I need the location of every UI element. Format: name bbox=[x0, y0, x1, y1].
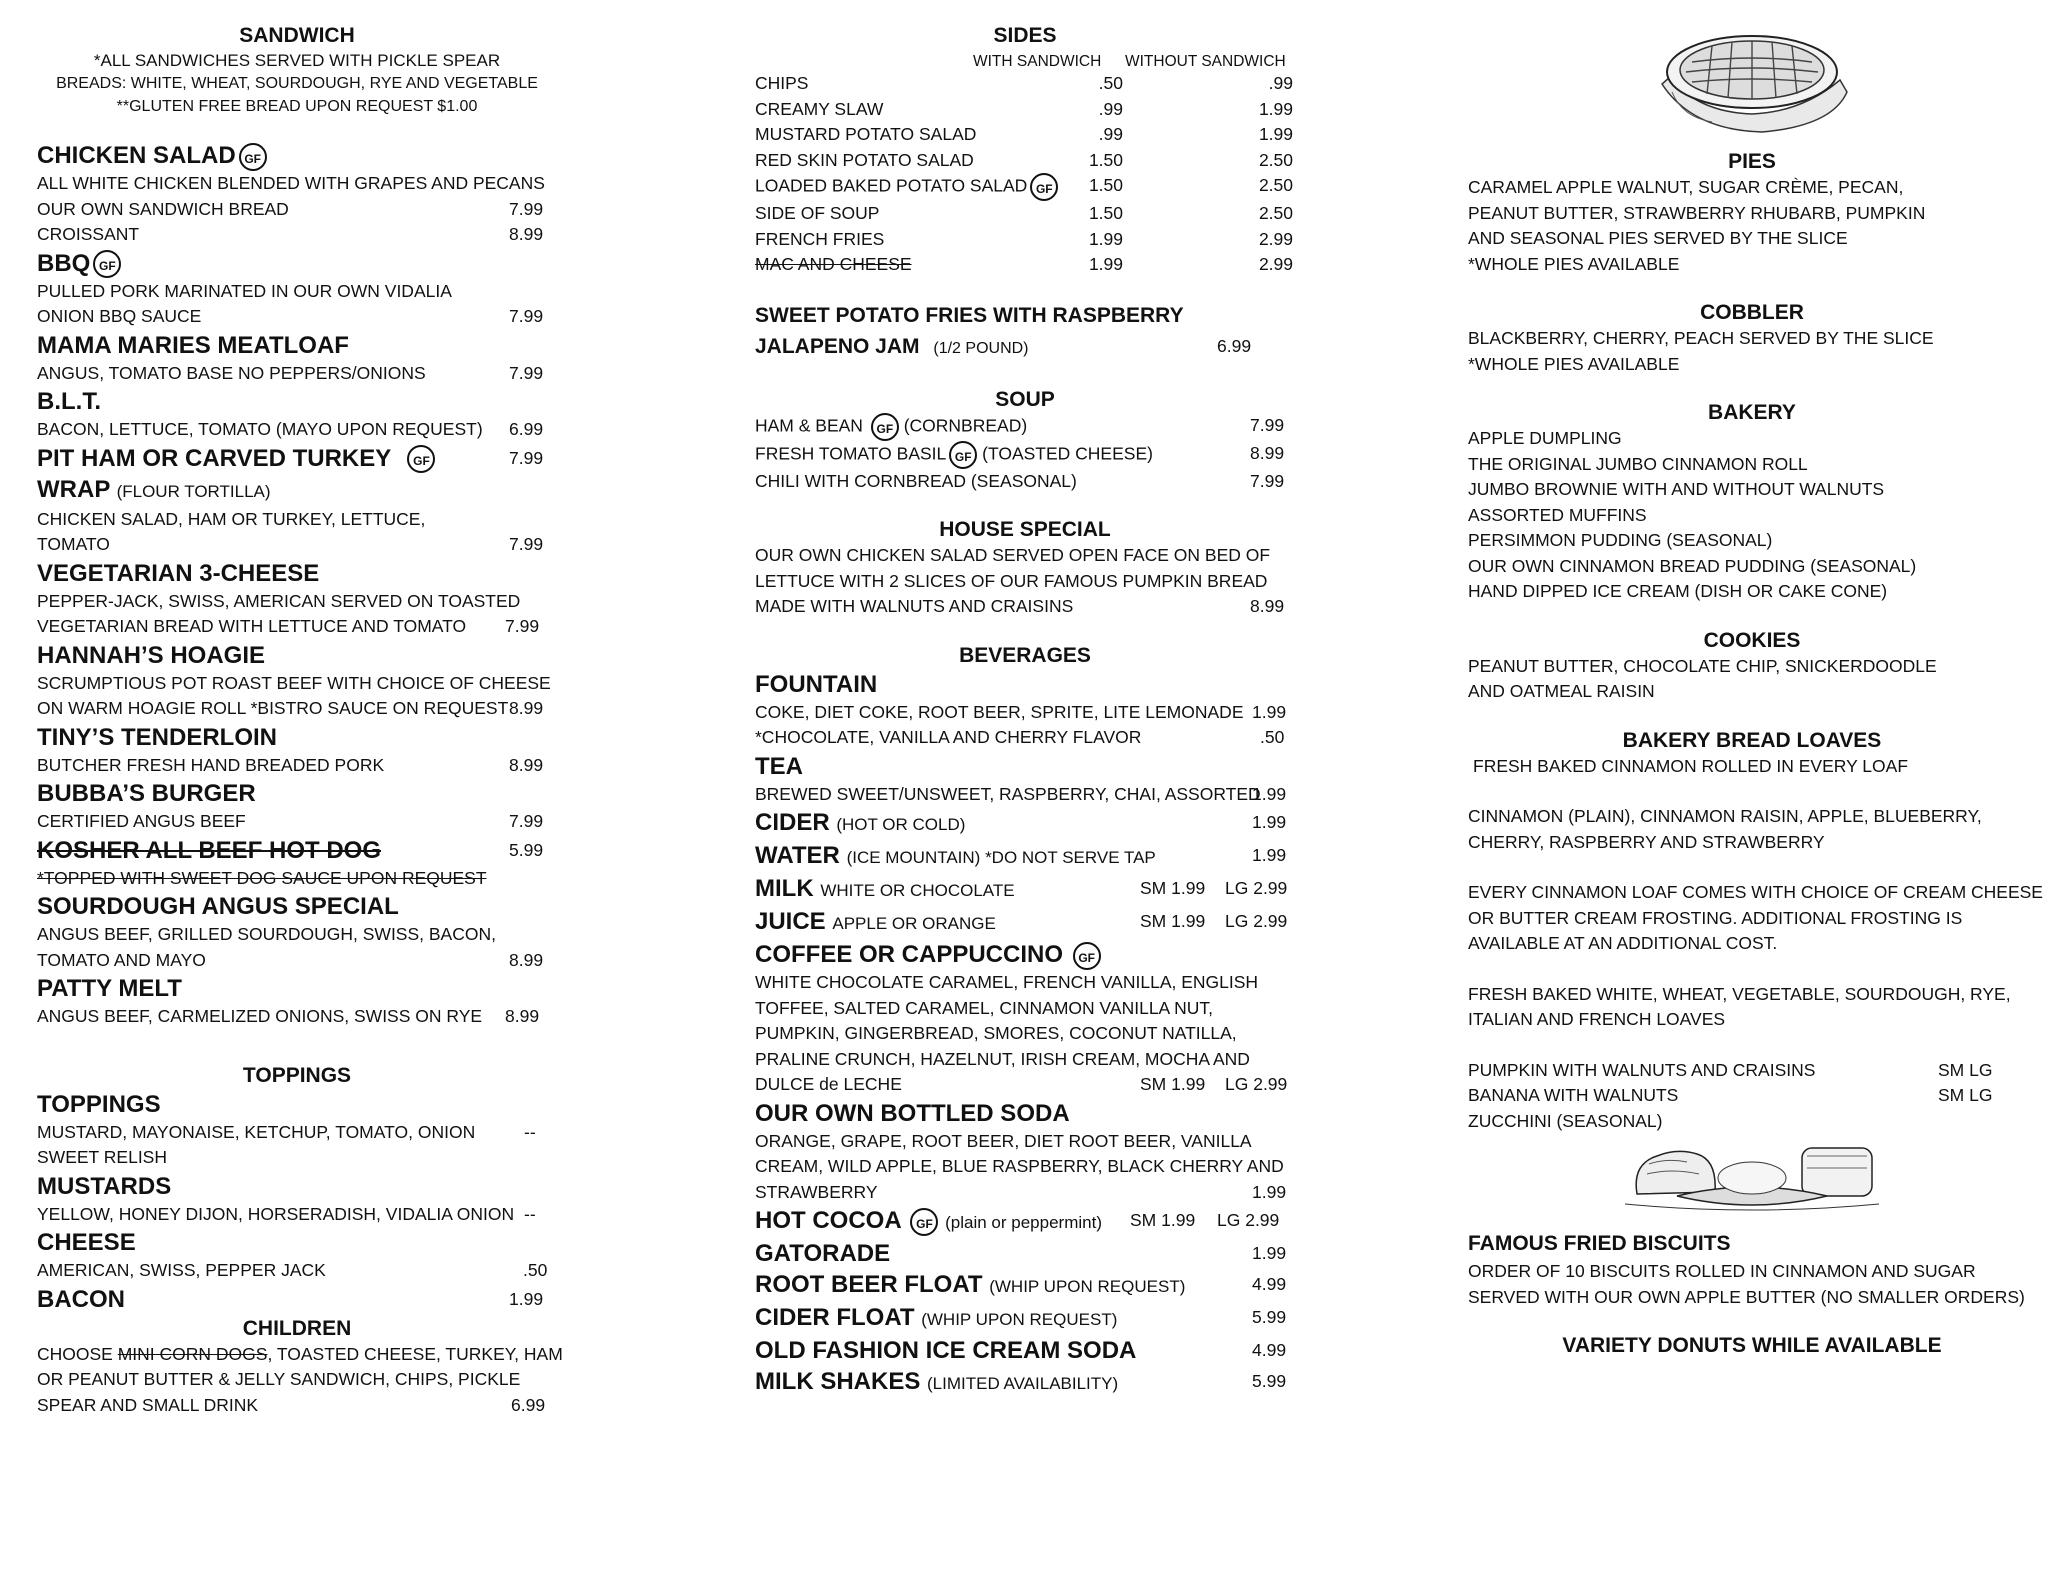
price: SM LG bbox=[1938, 1059, 1993, 1080]
price: 7.99 bbox=[509, 447, 544, 468]
bakery-item: JUMBO BROWNIE WITH AND WITHOUT WALNUTS bbox=[1468, 479, 1885, 499]
price-without-sandwich: 2.50 bbox=[1258, 149, 1293, 170]
hotdog-desc: *TOPPED WITH SWEET DOG SAUCE UPON REQUEST bbox=[37, 867, 487, 888]
cookies-heading: COOKIES bbox=[1703, 628, 1801, 652]
bread-loaves-desc: CINNAMON (PLAIN), CINNAMON RAISIN, APPLE, BLUEBERRY, bbox=[1468, 806, 1982, 826]
gluten-free-badge: GF bbox=[1030, 173, 1058, 201]
side-row bbox=[755, 201, 1295, 227]
side-row bbox=[755, 122, 1295, 148]
cookies-desc: AND OATMEAL RAISIN bbox=[1468, 681, 1655, 701]
price: 1.99 bbox=[1252, 845, 1287, 865]
price: 1.99 bbox=[1252, 1181, 1287, 1202]
water-name: WATER (ICE MOUNTAIN) *DO NOT SERVE TAP 1.99 bbox=[755, 842, 1287, 869]
milk-shakes-name: MILK SHAKES (LIMITED AVAILABILITY) 5.99 bbox=[755, 1368, 1287, 1395]
price: LG 2.99 bbox=[1225, 878, 1288, 898]
bread-loaf-item: ZUCCHINI (SEASONAL) bbox=[1468, 1110, 1663, 1131]
side-row bbox=[755, 97, 1295, 123]
blt-desc: BACON, LETTUCE, TOMATO (MAYO UPON REQUEST) 6.99 bbox=[37, 417, 557, 443]
pies-desc: PEANUT BUTTER, STRAWBERRY RHUBARB, PUMPKIN bbox=[1468, 202, 1926, 223]
coffee-desc: TOFFEE, SALTED CARAMEL, CINNAMON VANILLA NUT, bbox=[755, 997, 1214, 1018]
gluten-free-badge: GF bbox=[239, 143, 267, 171]
soup-item: FRESH TOMATO BASIL GF (TOASTED CHEESE) 8.99 bbox=[755, 441, 1295, 469]
bbq-desc: ONION BBQ SAUCE 7.99 bbox=[37, 304, 557, 330]
chicken-salad-name: CHICKEN SALAD GF bbox=[37, 140, 557, 171]
side-row bbox=[755, 227, 1295, 253]
chicken-salad-option: CROISSANT 8.99 bbox=[37, 222, 557, 248]
price: 7.99 bbox=[509, 362, 544, 383]
side-name: CHIPS bbox=[755, 73, 809, 93]
bread-loaf-item: BANANA WITH WALNUTS SM LG bbox=[1468, 1083, 2036, 1109]
bakery-item: OUR OWN CINNAMON BREAD PUDDING (SEASONAL) bbox=[1468, 555, 1917, 576]
bakery-item: ASSORTED MUFFINS bbox=[1468, 504, 1647, 525]
bakery-item: PERSIMMON PUDDING (SEASONAL) bbox=[1468, 530, 1773, 550]
coffee-name: COFFEE OR CAPPUCCINO GF bbox=[755, 939, 1295, 970]
house-special-heading: HOUSE SPECIAL bbox=[939, 518, 1111, 541]
vegetarian-desc: PEPPER-JACK, SWISS, AMERICAN SERVED ON TOASTED bbox=[37, 590, 521, 611]
children-heading: CHILDREN bbox=[242, 1316, 352, 1340]
coffee-desc: DULCE de LECHE SM 1.99 LG 2.99 bbox=[755, 1072, 1295, 1098]
bread-loaves-desc: FRESH BAKED WHITE, WHEAT, VEGETABLE, SOURDOUGH, RYE, bbox=[1468, 983, 2011, 1004]
fountain-desc: *CHOCOLATE, VANILLA AND CHERRY FLAVOR .50 bbox=[755, 725, 1295, 751]
price: .50 bbox=[523, 1260, 548, 1280]
toppings-name: TOPPINGS bbox=[37, 1090, 161, 1118]
price: 7.99 bbox=[509, 811, 544, 831]
gluten-free-badge: GF bbox=[407, 445, 435, 473]
side-row bbox=[755, 148, 1295, 174]
price: 7.99 bbox=[1250, 470, 1285, 491]
side-name: MUSTARD POTATO SALAD bbox=[755, 124, 977, 144]
sweet-potato-name: JALAPENO JAM (1/2 POUND) 6.99 bbox=[755, 331, 1295, 364]
sweet-potato-name: SWEET POTATO FRIES WITH RASPBERRY bbox=[755, 303, 1184, 327]
price-with-sandwich: 1.99 bbox=[1088, 228, 1123, 249]
price: -- bbox=[524, 1121, 536, 1142]
sides-beverages-column bbox=[755, 22, 1295, 1399]
juice-name: JUICE APPLE OR ORANGE SM 1.99 LG 2.99 bbox=[755, 908, 1288, 935]
price: SM 1.99 bbox=[1140, 911, 1206, 931]
bakery-item: THE ORIGINAL JUMBO CINNAMON ROLL bbox=[1468, 453, 1808, 474]
fountain-desc: COKE, DIET COKE, ROOT BEER, SPRITE, LITE LEMONADE 1.99 bbox=[755, 700, 1295, 726]
fried-biscuits-desc: SERVED WITH OUR OWN APPLE BUTTER (NO SMALLER ORDERS) bbox=[1468, 1286, 2025, 1307]
bottled-soda-desc: STRAWBERRY 1.99 bbox=[755, 1180, 1295, 1206]
tenderloin-desc: BUTCHER FRESH HAND BREADED PORK 8.99 bbox=[37, 753, 557, 779]
pit-ham-name: PIT HAM OR CARVED TURKEY GF 7.99 bbox=[37, 444, 544, 472]
bread-loaves-desc: EVERY CINNAMON LOAF COMES WITH CHOICE OF CREAM CHEESE bbox=[1468, 882, 2043, 902]
fountain-name: FOUNTAIN bbox=[755, 670, 878, 698]
cobbler-desc: BLACKBERRY, CHERRY, PEACH SERVED BY THE SLICE bbox=[1468, 328, 1934, 348]
price: 5.99 bbox=[509, 839, 544, 860]
price-without-sandwich: 2.99 bbox=[1258, 228, 1293, 249]
chicken-salad-desc: ALL WHITE CHICKEN BLENDED WITH GRAPES AND PECANS bbox=[37, 173, 545, 193]
price: 7.99 bbox=[505, 616, 540, 636]
milk-name: MILK WHITE OR CHOCOLATE SM 1.99 LG 2.99 bbox=[755, 875, 1288, 902]
bread-loaves-desc: CHERRY, RASPBERRY AND STRAWBERRY bbox=[1468, 831, 1825, 852]
donuts-heading: VARIETY DONUTS WHILE AVAILABLE bbox=[1562, 1334, 1942, 1357]
bread-loaves-desc: AVAILABLE AT AN ADDITIONAL COST. bbox=[1468, 933, 1778, 953]
children-desc: SPEAR AND SMALL DRINK 6.99 bbox=[37, 1393, 557, 1419]
soup-item: HAM & BEAN GF (CORNBREAD) 7.99 bbox=[755, 413, 1295, 441]
vegetarian-name: VEGETARIAN 3-CHEESE bbox=[37, 559, 320, 587]
price-without-sandwich: 2.50 bbox=[1258, 203, 1293, 223]
price: 5.99 bbox=[1252, 1371, 1287, 1391]
price-with-sandwich: .99 bbox=[1098, 124, 1123, 144]
tenderloin-name: TINY’S TENDERLOIN bbox=[37, 723, 278, 751]
bbq-name: BBQ GF bbox=[37, 248, 557, 279]
hotdog-name: KOSHER ALL BEEF HOT DOG 5.99 bbox=[37, 836, 544, 864]
sides-heading: SIDES bbox=[993, 24, 1057, 47]
price-with-sandwich: 1.50 bbox=[1088, 175, 1123, 195]
side-name: RED SKIN POTATO SALAD bbox=[755, 149, 974, 170]
sourdough-desc: ANGUS BEEF, GRILLED SOURDOUGH, SWISS, BACON, bbox=[37, 924, 496, 944]
bread-illustration bbox=[1617, 1134, 1887, 1216]
price: SM LG bbox=[1938, 1085, 1993, 1105]
side-name: SIDE OF SOUP bbox=[755, 203, 880, 223]
price: 8.99 bbox=[1250, 442, 1285, 463]
pies-desc: AND SEASONAL PIES SERVED BY THE SLICE bbox=[1468, 228, 1848, 248]
price: 4.99 bbox=[1252, 1340, 1287, 1360]
side-name: CREAMY SLAW bbox=[755, 98, 884, 119]
chicken-salad-option: OUR OWN SANDWICH BREAD 7.99 bbox=[37, 197, 557, 223]
gluten-free-badge: GF bbox=[93, 250, 121, 278]
price: SM 1.99 bbox=[1140, 1074, 1206, 1094]
sourdough-desc: TOMATO AND MAYO 8.99 bbox=[37, 948, 557, 974]
gluten-free-badge: GF bbox=[1073, 942, 1101, 970]
tea-desc: BREWED SWEET/UNSWEET, RASPBERRY, CHAI, ASSORTED 1.99 bbox=[755, 782, 1295, 808]
sourdough-name: SOURDOUGH ANGUS SPECIAL bbox=[37, 893, 399, 920]
bread-loaves-desc: OR BUTTER CREAM FROSTING. ADDITIONAL FROSTING IS bbox=[1468, 907, 1963, 928]
price: SM 1.99 bbox=[1140, 878, 1206, 898]
bakery-heading: BAKERY bbox=[1708, 401, 1796, 424]
patty-melt-desc: ANGUS BEEF, CARMELIZED ONIONS, SWISS ON RYE 8.99 bbox=[37, 1004, 557, 1030]
bacon-name: BACON 1.99 bbox=[37, 1285, 544, 1313]
bakery-item: APPLE DUMPLING bbox=[1468, 428, 1622, 448]
price: 8.99 bbox=[509, 754, 544, 775]
cheese-name: CHEESE bbox=[37, 1229, 136, 1256]
cider-name: CIDER (HOT OR COLD) 1.99 bbox=[755, 809, 1287, 836]
with-sandwich-header: WITH SANDWICH bbox=[973, 53, 1102, 70]
price-without-sandwich: 1.99 bbox=[1258, 124, 1293, 144]
hot-cocoa-name: HOT COCOA GF (plain or peppermint) SM 1.99 LG 2.99 bbox=[755, 1207, 1280, 1234]
bottled-soda-name: OUR OWN BOTTLED SODA bbox=[755, 1099, 1070, 1127]
beverages-heading: BEVERAGES bbox=[959, 643, 1091, 667]
bread-loaves-heading: BAKERY BREAD LOAVES bbox=[1622, 728, 1882, 752]
side-row bbox=[755, 71, 1295, 97]
hoagie-name: HANNAH’S HOAGIE bbox=[37, 641, 266, 669]
price: 8.99 bbox=[505, 1006, 540, 1026]
price-without-sandwich: 1.99 bbox=[1258, 98, 1293, 119]
root-beer-float-name: ROOT BEER FLOAT (WHIP UPON REQUEST) 4.99 bbox=[755, 1271, 1287, 1298]
without-sandwich-header: WITHOUT SANDWICH bbox=[1125, 53, 1286, 70]
hoagie-desc: SCRUMPTIOUS POT ROAST BEEF WITH CHOICE OF CHEESE bbox=[37, 672, 551, 693]
price: 6.99 bbox=[1217, 335, 1252, 356]
cobbler-desc: *WHOLE PIES AVAILABLE bbox=[1468, 353, 1680, 374]
cider-float-name: CIDER FLOAT (WHIP UPON REQUEST) 5.99 bbox=[755, 1304, 1287, 1331]
bottled-soda-desc: ORANGE, GRAPE, ROOT BEER, DIET ROOT BEER, VANILLA bbox=[755, 1130, 1252, 1151]
price: LG 2.99 bbox=[1225, 1074, 1288, 1094]
coffee-desc: PUMPKIN, GINGERBREAD, SMORES, COCONUT NATILLA, bbox=[755, 1023, 1237, 1043]
side-name: FRENCH FRIES bbox=[755, 228, 885, 249]
price-without-sandwich: 2.50 bbox=[1258, 175, 1293, 195]
soup-heading: SOUP bbox=[995, 387, 1055, 411]
price: 1.99 bbox=[1252, 1243, 1287, 1263]
bbq-desc: PULLED PORK MARINATED IN OUR OWN VIDALIA bbox=[37, 280, 452, 301]
patty-melt-name: PATTY MELT bbox=[37, 975, 182, 1002]
gluten-free-badge: GF bbox=[949, 441, 977, 469]
price: 1.99 bbox=[509, 1288, 544, 1309]
price: 7.99 bbox=[509, 306, 544, 326]
sandwich-heading: SANDWICH bbox=[239, 24, 355, 47]
sandwich-column bbox=[37, 22, 563, 1418]
price-with-sandwich: 1.99 bbox=[1088, 254, 1123, 274]
gluten-free-badge: GF bbox=[910, 1208, 938, 1236]
price: 4.99 bbox=[1252, 1274, 1287, 1294]
desserts-column bbox=[1468, 22, 2043, 1359]
side-row bbox=[755, 252, 1295, 278]
bread-loaves-desc: ITALIAN AND FRENCH LOAVES bbox=[1468, 1009, 1726, 1029]
burger-desc: CERTIFIED ANGUS BEEF 7.99 bbox=[37, 809, 557, 835]
children-desc: OR PEANUT BUTTER & JELLY SANDWICH, CHIPS, PICKLE bbox=[37, 1369, 521, 1389]
house-special-desc: MADE WITH WALNUTS AND CRAISINS 8.99 bbox=[755, 594, 1295, 620]
side-row bbox=[755, 173, 1295, 201]
toppings-desc: MUSTARD, MAYONAISE, KETCHUP, TOMATO, ONION -- bbox=[37, 1120, 557, 1146]
coffee-desc: WHITE CHOCOLATE CARAMEL, FRENCH VANILLA, ENGLISH bbox=[755, 972, 1259, 992]
fried-biscuits-name: FAMOUS FRIED BISCUITS bbox=[1468, 1232, 1731, 1255]
soup-item: CHILI WITH CORNBREAD (SEASONAL) 7.99 bbox=[755, 469, 1295, 495]
pie-illustration bbox=[1652, 22, 1852, 140]
price: 1.99 bbox=[1252, 812, 1287, 832]
hoagie-desc: ON WARM HOAGIE ROLL *BISTRO SAUCE ON REQUEST 8.99 bbox=[37, 696, 557, 722]
fried-biscuits-desc: ORDER OF 10 BISCUITS ROLLED IN CINNAMON AND SUGAR bbox=[1468, 1261, 1976, 1281]
blt-name: B.L.T. bbox=[37, 388, 101, 415]
sandwich-note-pickle: *ALL SANDWICHES SERVED WITH PICKLE SPEAR bbox=[93, 51, 501, 70]
sides-table bbox=[755, 71, 1295, 278]
wrap-name: WRAP (FLOUR TORTILLA) bbox=[37, 475, 271, 503]
price: 1.99 bbox=[1252, 783, 1287, 804]
price-without-sandwich: 2.99 bbox=[1258, 254, 1293, 274]
price-with-sandwich: 1.50 bbox=[1088, 203, 1123, 223]
cheese-desc: AMERICAN, SWISS, PEPPER JACK .50 bbox=[37, 1258, 557, 1284]
pies-desc: *WHOLE PIES AVAILABLE bbox=[1468, 253, 1680, 274]
price: LG 2.99 bbox=[1217, 1210, 1280, 1230]
ice-cream-soda-name: OLD FASHION ICE CREAM SODA 4.99 bbox=[755, 1337, 1287, 1364]
mustards-desc: YELLOW, HONEY DIJON, HORSERADISH, VIDALIA ONION -- bbox=[37, 1202, 557, 1228]
pies-heading: PIES bbox=[1728, 150, 1776, 173]
price: 8.99 bbox=[509, 949, 544, 970]
cobbler-heading: COBBLER bbox=[1700, 301, 1804, 324]
price: 7.99 bbox=[509, 534, 544, 554]
price: LG 2.99 bbox=[1225, 911, 1288, 931]
tea-name: TEA bbox=[755, 752, 803, 780]
price: 6.99 bbox=[509, 419, 544, 439]
toppings-heading: TOPPINGS bbox=[242, 1063, 352, 1087]
price: -- bbox=[524, 1203, 536, 1224]
bread-loaf-item: PUMPKIN WITH WALNUTS AND CRAISINS SM LG bbox=[1468, 1058, 2036, 1084]
bottled-soda-desc: CREAM, WILD APPLE, BLUE RASPBERRY, BLACK CHERRY AND bbox=[755, 1156, 1284, 1176]
wrap-desc: TOMATO 7.99 bbox=[37, 532, 557, 558]
sandwich-note-gluten: **GLUTEN FREE BREAD UPON REQUEST $1.00 bbox=[116, 98, 478, 115]
coffee-desc: PRALINE CRUNCH, HAZELNUT, IRISH CREAM, MOCHA AND bbox=[755, 1048, 1250, 1069]
bakery-item: HAND DIPPED ICE CREAM (DISH OR CAKE CONE) bbox=[1468, 581, 1888, 601]
price: 5.99 bbox=[1252, 1307, 1287, 1327]
toppings-desc: SWEET RELISH bbox=[37, 1147, 167, 1167]
side-name: LOADED BAKED POTATO SALAD bbox=[755, 175, 1028, 196]
price: 7.99 bbox=[509, 198, 544, 219]
house-special-desc: LETTUCE WITH 2 SLICES OF OUR FAMOUS PUMPKIN BREAD bbox=[755, 570, 1268, 591]
price: .50 bbox=[1260, 727, 1285, 747]
price: 8.99 bbox=[509, 698, 544, 718]
meatloaf-name: MAMA MARIES MEATLOAF bbox=[37, 331, 349, 359]
wrap-desc: CHICKEN SALAD, HAM OR TURKEY, LETTUCE, bbox=[37, 508, 426, 529]
price-with-sandwich: .50 bbox=[1098, 73, 1123, 93]
sandwich-note-breads: BREADS: WHITE, WHEAT, SOURDOUGH, RYE AND VEGETABLE bbox=[56, 75, 538, 92]
gatorade-name: GATORADE 1.99 bbox=[755, 1240, 1287, 1267]
price-without-sandwich: .99 bbox=[1268, 73, 1293, 93]
price: 1.99 bbox=[1252, 701, 1287, 722]
side-name: MAC AND CHEESE bbox=[755, 254, 912, 274]
price: 8.99 bbox=[509, 224, 544, 244]
vegetarian-desc: VEGETARIAN BREAD WITH LETTUCE AND TOMATO 7.99 bbox=[37, 614, 557, 640]
pies-desc: CARAMEL APPLE WALNUT, SUGAR CRÈME, PECAN, bbox=[1468, 177, 1904, 197]
mustards-name: MUSTARDS bbox=[37, 1172, 172, 1200]
price: 6.99 bbox=[511, 1394, 546, 1415]
meatloaf-desc: ANGUS, TOMATO BASE NO PEPPERS/ONIONS 7.99 bbox=[37, 361, 557, 387]
price: SM 1.99 bbox=[1130, 1210, 1196, 1230]
sides-column-headers bbox=[755, 49, 1295, 71]
price-with-sandwich: 1.50 bbox=[1088, 149, 1123, 170]
children-desc: CHOOSE MINI CORN DOGS, TOASTED CHEESE, TURKEY, HAM bbox=[37, 1343, 563, 1364]
burger-name: BUBBA’S BURGER bbox=[37, 780, 256, 807]
price: 7.99 bbox=[1250, 414, 1285, 435]
gluten-free-badge: GF bbox=[871, 413, 899, 441]
bread-loaves-sub: FRESH BAKED CINNAMON ROLLED IN EVERY LOAF bbox=[1473, 755, 1909, 776]
price: 8.99 bbox=[1250, 596, 1285, 616]
price-with-sandwich: .99 bbox=[1098, 98, 1123, 119]
house-special-desc: OUR OWN CHICKEN SALAD SERVED OPEN FACE ON BED OF bbox=[755, 545, 1271, 565]
cookies-desc: PEANUT BUTTER, CHOCOLATE CHIP, SNICKERDOODLE bbox=[1468, 655, 1937, 676]
